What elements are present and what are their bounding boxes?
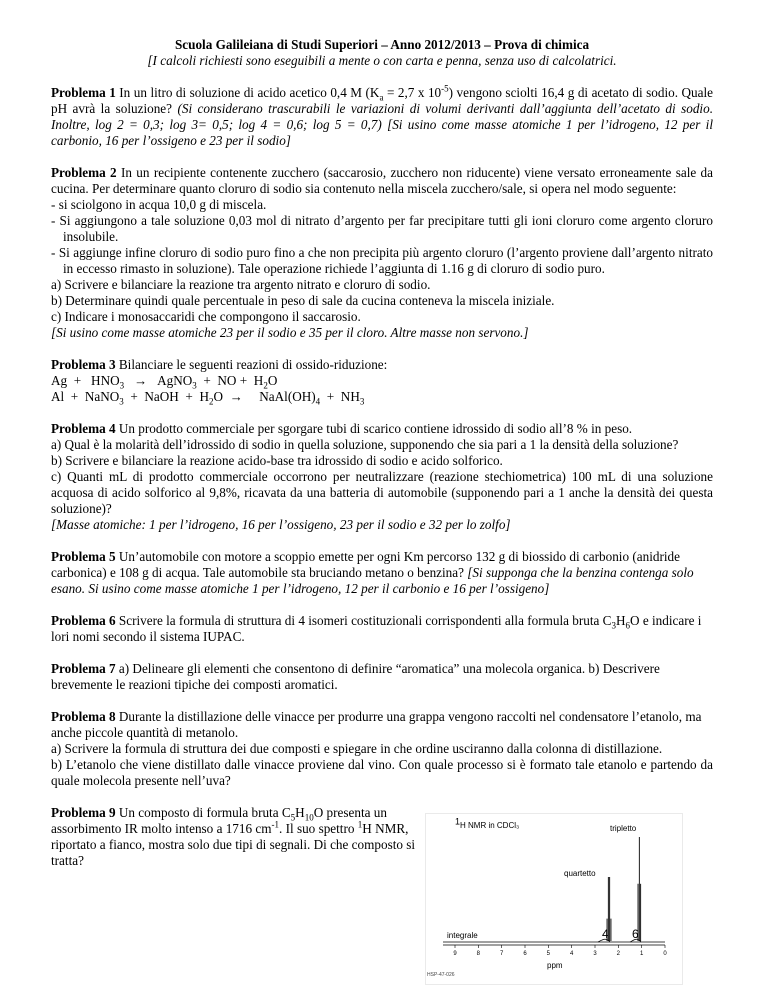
equation-2: Al + NaNO$_3$ + NaOH + $H_2O$ → $NaAl(OH)_4 + NH_3$: [51, 389, 365, 407]
nmr-spectrum: [425, 813, 683, 985]
nmr-title: $^1$H NMR in CDCl₃: [455, 816, 520, 830]
list-item: - Si aggiungono a tale soluzione 0,03 mol di nitrato d’argento per far precipitare tutti gli ioni cloruro come argento cloruro insolubile.: [51, 213, 713, 244]
integral-value-quartet: 4: [602, 927, 609, 941]
x-tick-label: 2: [616, 951, 621, 957]
problem-8: Problema 8 Durante la distillazione delle vinacce per produrre una grappa vengono raccolti nel condensatore l’etanolo, ma anche piccole quantità di metanolo. a) Scrivere la formula di struttura dei due composti e spiegare in che ordine usciranno dalla colonna di distillazione. b) L’etanolo che viene distillato dalle vinacce proviene dal vino. Con quale processo si è formato tale etanolo e partendo da quale molecola presente nell’uva?: [51, 709, 713, 788]
list-item: - si sciolgono in acqua 10,0 g di miscela.: [51, 197, 267, 212]
x-tick-label: 1: [639, 951, 644, 957]
x-tick-label: 3: [593, 951, 597, 957]
x-tick-label: 0: [663, 951, 667, 957]
note: [Masse atomiche: 1 per l’idrogeno, 16 per l’ossigeno, 23 per il sodio e 32 per lo zolfo]: [51, 517, 511, 532]
x-tick-label: 5: [546, 951, 551, 957]
problem-1-label: Problema 1: [51, 85, 116, 100]
problem-2-label: Problema 2: [51, 165, 117, 180]
document-subtitle: [I calcoli richiesti sono eseguibili a mente o con carta e penna, senza uso di calcolatrici.: [147, 53, 617, 68]
integral-label: integrale: [447, 931, 478, 940]
x-tick-label: 9: [453, 951, 457, 957]
problem-3: Problema 3 Bilanciare le seguenti reazioni di ossido-riduzione: Ag + $HNO_3$ → AgNO$_3$ + NO + $H_2O$ Al + NaNO$_3$ + NaOH + $H_2O$ → $NaAl(OH)_4 + NH_3$: [51, 357, 713, 405]
problem-2: Problema 2 In un recipiente contenente zucchero (saccarosio, zucchero non riducente) viene versato erroneamente sale da cucina. Per determinare quanto cloruro di sodio sia contenuto nella miscela zucchero/sale, si opera nel modo seguente: - si sciolgono in acqua 10,0 g di miscela. - Si aggiungono a tale soluzione 0,03 mol di nitrato d’argento per far precipitare tutti gli ioni cloruro come argento cloruro insolubile. - Si aggiunge infine cloruro di sodio puro fino a che non precipita più argento cloruro (l’argento proviene dall’argento nitrato in eccesso rimasto in soluzione). Tale operazione richiede l’aggiunta di 1.16 g di cloruro di sodio puro. a) Scrivere e bilanciare la reazione tra argento nitrato e cloruro di sodio. b) Determinare quindi quale percentuale in peso di sale da cucina conteneva la miscela iniziale. c) Indicare i monosaccaridi che compongono il saccarosio. [Si usino come masse atomiche 23 per il sodio e 35 per il cloro. Altre masse non servono.]: [51, 165, 713, 340]
equation-1: Ag + $HNO_3$ → AgNO$_3$ + NO + $H_2O$: [51, 373, 278, 391]
question-a: a) Scrivere e bilanciare la reazione tra argento nitrato e cloruro di sodio.: [51, 277, 431, 292]
problem-6-label: Problema 6: [51, 613, 116, 628]
quartet-label: quartetto: [564, 869, 596, 878]
plot-frame: [426, 814, 683, 985]
x-axis-unit: ppm: [547, 961, 563, 970]
problem-1: Problema 1 In un litro di soluzione di acido acetico 0,4 M ($K_a = 2,7$ x $10^{-5}$) vengono sciolti 16,4 g di acetato di sodio. Quale pH avrà la soluzione? (Si considerano trascurabili le variazioni di volumi derivanti dall’aggiunta dell’acetato di sodio. Inoltre, log 2 = 0,3; log 3= 0,5; log 4 = 0,6; log 5 = 0,7) [Si usino come masse atomiche 1 per l’idrogeno, 12 per il carbonio, 16 per l’ossigeno e 23 per il sodio]: [51, 83, 714, 148]
x-tick-label: 8: [476, 951, 481, 957]
document-title: Scuola Galileiana di Studi Superiori – Anno 2012/2013 – Prova di chimica: [174, 37, 590, 52]
problem-5-label: Problema 5: [51, 549, 116, 564]
spectrum-code: HSP-47-026: [427, 972, 455, 978]
header: [51, 37, 713, 69]
question-c: c) Indicare i monosaccaridi che compongono il saccarosio.: [51, 309, 361, 324]
question-b: b) Determinare quindi quale percentuale in peso di sale da cucina conteneva la miscela iniziale.: [51, 293, 555, 308]
problem-4: Problema 4 Un prodotto commerciale per sgorgare tubi di scarico contiene idrossido di sodio all’8 % in peso. a) Qual è la molarità dell’idrossido di sodio in quella soluzione, supponendo che sia pari a 1 la densità della soluzione? b) Scrivere e bilanciare la reazione acido-base tra idrossido di sodio e acido solforico. c) Quanti mL di prodotto commerciale occorrono per neutralizzare (reazione stechiometrica) 100 mL di una soluzione acquosa di acido solforico al 9,8%, ricavata da una batteria di automobile (supponendo pari a 1 anche la densità dei questa soluzione)? [Masse atomiche: 1 per l’idrogeno, 16 per l’ossigeno, 23 per il sodio e 32 per lo zolfo]: [51, 421, 713, 532]
note: [Si usino come masse atomiche 23 per il sodio e 35 per il cloro. Altre masse non servono.]: [51, 325, 529, 340]
problem-7: Problema 7 a) Delineare gli elementi che consentono di definire “aromatica” una molecola organica. b) Descrivere brevemente le reazioni tipiche dei composti aromatici.: [51, 661, 660, 692]
question-b: b) Scrivere e bilanciare la reazione acido-base tra idrossido di sodio e acido solforico.: [51, 453, 503, 468]
nmr-plot: [425, 813, 683, 985]
problem-7-label: Problema 7: [51, 661, 116, 676]
question-c: c) Quanti mL di prodotto commerciale occorrono per neutralizzare (reazione stechiometrica) 100 mL di una soluzione acquosa di acido solforico al 9,8%, ricavata da una batteria di automobile (supponendo pari a 1 anche la densità dei questa soluzione)?: [51, 469, 713, 516]
problem-5: Problema 5 Un’automobile con motore a scoppio emette per ogni Km percorso 132 g di biossido di carbonio (anidride carbonica) e 108 g di acqua. Tale automobile sta bruciando metano o benzina? [Si supponga che la benzina contenga solo esano. Si usino come masse atomiche 1 per l’idrogeno, 12 per il carbonio e 16 per l’ossigeno]: [51, 549, 694, 596]
problem-8-label: Problema 8: [51, 709, 116, 724]
problem-9: Problema 9 Un composto di formula bruta $C_5H_{10}O$ presenta un assorbimento IR molto intenso a 1716 $cm^{-1}$. Il suo spettro $^1$H NMR, riportato a fianco, mostra solo due tipi di segnali. Di che composto si tratta?: [51, 805, 416, 868]
problem-9-label: Problema 9: [51, 805, 116, 820]
problem-4-label: Problema 4: [51, 421, 116, 436]
question-b: b) L’etanolo che viene distillato dalle vinacce proviene dal vino. Con quale processo si è formato tale etanolo e partendo da quale molecola presente nell’uva?: [51, 757, 713, 788]
problem-3-label: Problema 3: [51, 357, 116, 372]
integral-value-triplet: 6: [632, 927, 639, 941]
list-item: - Si aggiunge infine cloruro di sodio puro fino a che non precipita più argento cloruro (l’argento proviene dall’argento nitrato in eccesso rimasto in soluzione). Tale operazione richiede l’aggiunta di 1.16 g di cloruro di sodio puro.: [51, 245, 713, 276]
document-body: [51, 37, 713, 869]
question-a: a) Scrivere la formula di struttura dei due composti e spiegare in che ordine usciranno dalla colonna di distillazione.: [51, 741, 663, 756]
x-tick-label: 6: [523, 951, 527, 957]
x-tick-label: 4: [569, 951, 574, 957]
triplet-label: tripletto: [610, 824, 637, 833]
x-tick-label: 7: [499, 951, 504, 957]
question-a: a) Qual è la molarità dell’idrossido di sodio in quella soluzione, supponendo che sia pari a 1 la densità della soluzione?: [51, 437, 679, 452]
problem-6: Problema 6 Scrivere la formula di struttura di 4 isomeri costituzionali corrispondenti alla formula bruta $C_3H_6O$ e indicare i lori nomi secondo il sistema IUPAC.: [51, 613, 702, 644]
